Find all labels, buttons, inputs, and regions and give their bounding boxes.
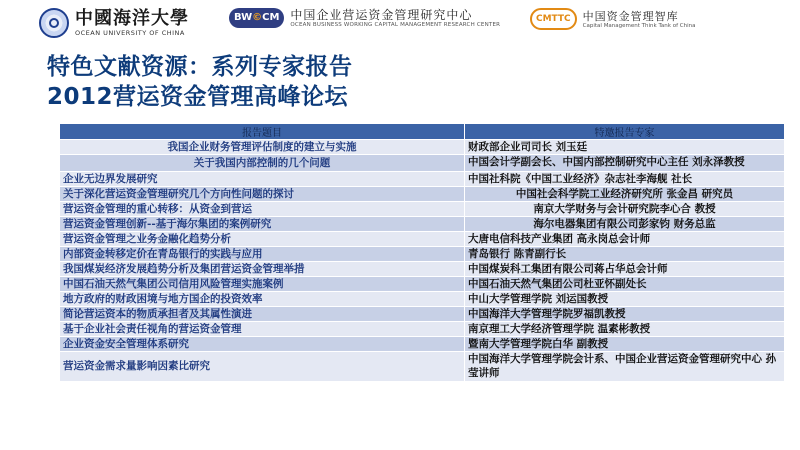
table-row xyxy=(60,337,785,352)
report-expert: 中国海洋大学管理学院会计系、中国企业营运资金管理研究中心 孙莹讲师 xyxy=(465,352,785,382)
table-row xyxy=(60,232,785,247)
obmrc-badge-icon: BW©CM xyxy=(229,8,284,28)
table-row xyxy=(60,202,785,217)
table-row xyxy=(60,277,785,292)
report-topic: 营运资金管理之业务金融化趋势分析 xyxy=(60,232,465,247)
header-topic: 报告题目 xyxy=(60,124,465,140)
report-expert: 中山大学管理学院 刘运国教授 xyxy=(465,292,785,307)
title-line-2: 2012营运资金管理高峰论坛 xyxy=(47,84,349,110)
expert-report-table xyxy=(59,123,785,382)
report-topic: 我国煤炭经济发展趋势分析及集团营运资金管理举措 xyxy=(60,262,465,277)
report-topic: 企业资金安全管理体系研究 xyxy=(60,337,465,352)
ouc-name-en: OCEAN UNIVERSITY OF CHINA xyxy=(75,29,185,37)
title-line-1: 特色文献资源：系列专家报告 xyxy=(47,54,353,80)
report-expert: 中国煤炭科工集团有限公司蒋占华总会计师 xyxy=(465,262,785,277)
table-row xyxy=(60,217,785,232)
table-row xyxy=(60,352,785,382)
report-topic: 我国企业财务管理评估制度的建立与实施 xyxy=(60,140,465,155)
obmrc-name-en: OCEAN BUSINESS WORKING CAPITAL MANAGEMENT RESEARCH CENTER xyxy=(290,22,501,28)
table-row xyxy=(60,140,785,155)
table-row xyxy=(60,187,785,202)
report-expert: 中国社科院《中国工业经济》杂志社李海舰 社长 xyxy=(465,172,785,187)
report-topic: 内部资金转移定价在青岛银行的实践与应用 xyxy=(60,247,465,262)
table-row xyxy=(60,292,785,307)
report-topic: 基于企业社会责任视角的营运资金管理 xyxy=(60,322,465,337)
table-row xyxy=(60,172,785,187)
ouc-logo xyxy=(39,8,189,38)
obmrc-logo xyxy=(229,8,500,28)
table-row xyxy=(60,155,785,172)
report-topic: 企业无边界发展研究 xyxy=(60,172,465,187)
report-expert: 南京理工大学经济管理学院 温素彬教授 xyxy=(465,322,785,337)
slide-title xyxy=(47,52,353,112)
ouc-seal-icon xyxy=(39,8,69,38)
report-expert: 中国社会科学院工业经济研究所 张金昌 研究员 xyxy=(465,187,785,202)
report-topic: 地方政府的财政困境与地方国企的投资效率 xyxy=(60,292,465,307)
report-topic: 营运资金管理创新--基于海尔集团的案例研究 xyxy=(60,217,465,232)
cmttc-logo xyxy=(530,8,695,30)
table-row xyxy=(60,262,785,277)
report-topic: 关于我国内部控制的几个问题 xyxy=(60,155,465,172)
table-row xyxy=(60,322,785,337)
cmttc-name-cn: 中国资金管理智库 xyxy=(582,9,679,23)
cmttc-badge-icon: CMTTC xyxy=(530,8,577,30)
header-logos xyxy=(0,0,800,44)
obmrc-name-cn: 中国企业营运资金管理研究中心 xyxy=(290,8,473,22)
report-expert: 海尔电器集团有限公司彭家钧 财务总监 xyxy=(465,217,785,232)
report-expert: 大唐电信科技产业集团 高永岗总会计师 xyxy=(465,232,785,247)
report-topic: 简论营运资本的物质承担者及其属性演进 xyxy=(60,307,465,322)
ouc-name-cn: 中國海洋大學 xyxy=(75,8,189,29)
report-topic: 中国石油天然气集团公司信用风险管理实施案例 xyxy=(60,277,465,292)
report-topic: 营运资金需求量影响因素比研究 xyxy=(60,352,465,382)
report-expert: 南京大学财务与会计研究院李心合 教授 xyxy=(465,202,785,217)
report-topic: 营运资金管理的重心转移：从资金到营运 xyxy=(60,202,465,217)
table-row xyxy=(60,247,785,262)
report-topic: 关于深化营运资金管理研究几个方向性问题的探讨 xyxy=(60,187,465,202)
report-expert: 中国海洋大学管理学院罗福凯教授 xyxy=(465,307,785,322)
report-expert: 青岛银行 陈青副行长 xyxy=(465,247,785,262)
table-row xyxy=(60,307,785,322)
report-expert: 暨南大学管理学院白华 副教授 xyxy=(465,337,785,352)
report-expert: 中国石油天然气集团公司杜亚怀副处长 xyxy=(465,277,785,292)
report-expert: 中国会计学副会长、中国内部控制研究中心主任 刘永泽教授 xyxy=(465,155,785,172)
header-expert: 特邀报告专家 xyxy=(465,124,785,140)
report-expert: 财政部企业司司长 刘玉廷 xyxy=(465,140,785,155)
table-header-row xyxy=(60,124,785,140)
cmttc-name-en: Capital Management Think Tank of China xyxy=(582,22,696,29)
